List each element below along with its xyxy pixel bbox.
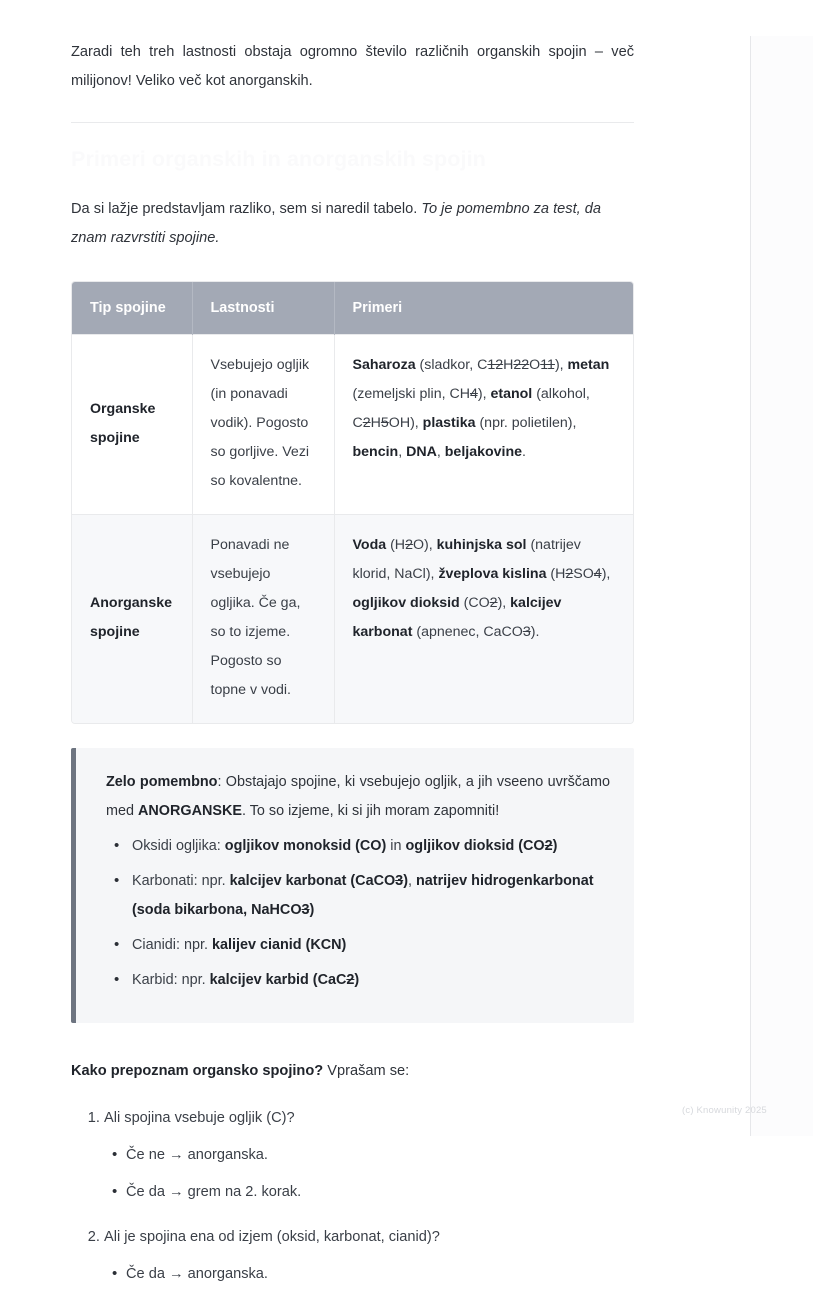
list-item <box>104 1104 634 1207</box>
howto-question-bold: Kako prepoznam organsko spojino? <box>71 1063 324 1079</box>
cell-type: Organske spojine <box>72 335 192 515</box>
callout-lead-bold: Zelo pomembno <box>106 774 218 790</box>
table-row <box>72 515 634 724</box>
page-title: Primeri organskih in anorganskih spojin <box>71 147 486 171</box>
list-item <box>104 1223 634 1289</box>
right-vertical-divider <box>750 36 751 1136</box>
howto-question <box>71 1057 634 1086</box>
cell-type: Anorganske spojine <box>72 515 192 724</box>
step-label: Ali je spojina ena od izjem (oksid, karbonat, cianid)? <box>104 1229 440 1245</box>
table-intro-paragraph <box>71 195 634 253</box>
list-item: • Če da → grem na 2. korak. <box>126 1178 634 1207</box>
table-intro-plain: Da si lažje predstavljam razliko, sem si naredil tabelo. <box>71 201 422 217</box>
cell-properties: Ponavadi ne vsebujejo ogljika. Če ga, so to izjeme. Pogosto so topne v vodi. <box>192 515 334 724</box>
step-sublist <box>104 1141 634 1207</box>
step-sublist <box>104 1260 634 1289</box>
list-item: • Če da → anorganska. <box>126 1260 634 1289</box>
table-header-row <box>72 282 634 335</box>
list-item: • Cianidi: npr. kalijev cianid (KCN) <box>128 931 610 960</box>
callout-lead-bold-2: ANORGANSKE <box>138 803 242 819</box>
column-header-type: Tip spojine <box>72 282 192 335</box>
intro-paragraph: Zaradi teh treh lastnosti obstaja ogromno število različnih organskih spojin – več milijonov! Veliko več kot anorganskih. <box>71 44 634 89</box>
important-callout <box>71 748 634 1023</box>
copyright-watermark: (c) Knowunity 2025 <box>682 1105 767 1116</box>
table-intro-italic: To je pomembno za test, da znam razvrstiti spojine. <box>71 201 601 246</box>
callout-lead <box>106 768 610 826</box>
callout-lead-rest-1: : Obstajajo spojine, ki vsebujejo ogljik, a jih vseeno uvrščamo med <box>106 774 610 819</box>
list-item: • Karbid: npr. kalcijev karbid (CaC2) <box>128 966 610 995</box>
step-label: Ali spojina vsebuje ogljik (C)? <box>104 1110 295 1126</box>
column-header-examples: Primeri <box>334 282 634 335</box>
howto-steps <box>71 1104 634 1289</box>
column-header-properties: Lastnosti <box>192 282 334 335</box>
callout-lead-rest-2: . To so izjeme, ki si jih moram zapomniti! <box>241 803 500 819</box>
document-content <box>71 38 634 1305</box>
list-item: • Če ne → anorganska. <box>126 1141 634 1170</box>
table-body <box>72 335 634 724</box>
cell-examples: Saharoza (sladkor, C12H22O11), metan (zemeljski plin, CH4), etanol (alkohol, C2H5OH), plastika (npr. polietilen), bencin, DNA, beljakovine. <box>334 335 634 515</box>
section-divider <box>71 122 634 123</box>
table-row <box>72 335 634 515</box>
howto-question-rest: Vprašam se: <box>323 1063 410 1079</box>
list-item: • Oksidi ogljika: ogljikov monoksid (CO) in ogljikov dioksid (CO2) <box>128 832 610 861</box>
right-side-panel <box>751 36 813 1136</box>
callout-list <box>106 832 610 995</box>
cell-properties: Vsebujejo ogljik (in ponavadi vodik). Pogosto so gorljive. Vezi so kovalentne. <box>192 335 334 515</box>
cell-examples: Voda (H2O), kuhinjska sol (natrijev klorid, NaCl), žveplova kislina (H2SO4), ogljikov dioksid (CO2), kalcijev karbonat (apnenec, CaCO3). <box>334 515 634 724</box>
comparison-table <box>71 281 634 724</box>
list-item: • Karbonati: npr. kalcijev karbonat (CaCO3), natrijev hidrogenkarbonat (soda bikarbona, NaHCO3) <box>128 867 610 925</box>
